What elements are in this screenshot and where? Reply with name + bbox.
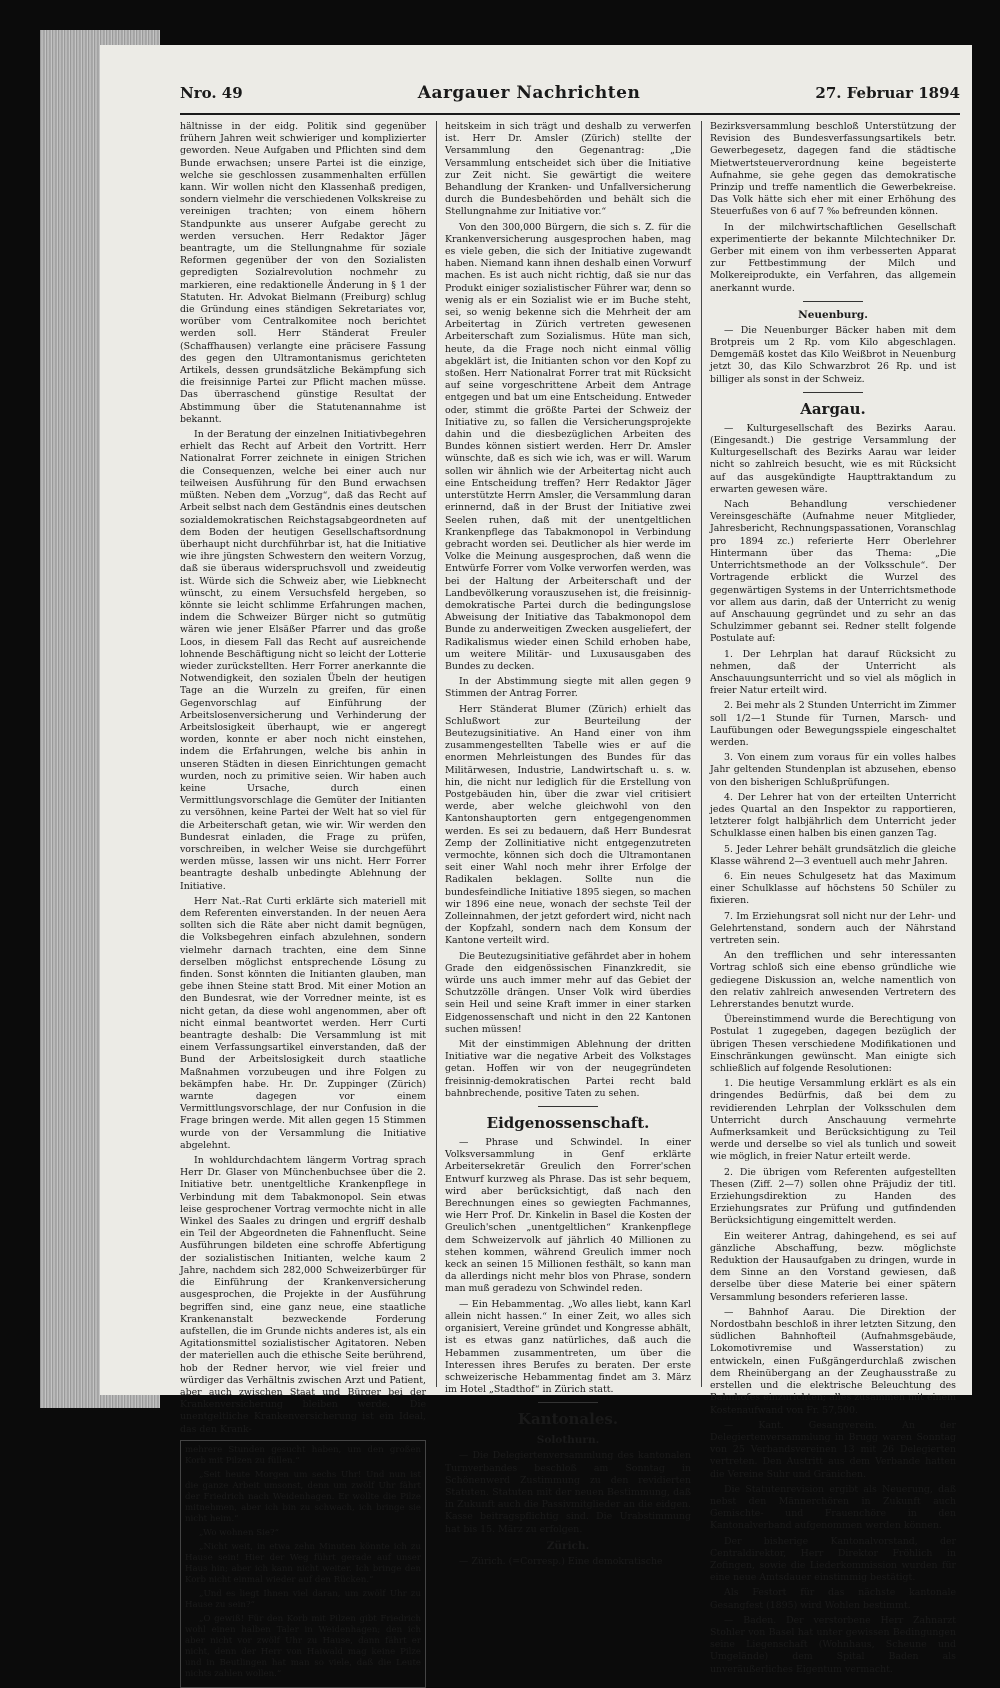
issue-date: 27. Februar 1894 xyxy=(815,84,960,102)
paragraph: — Die Neuenburger Bäcker haben mit dem Brotpreis um 2 Rp. vom Kilo abgeschlagen. Demgemäß kostet das Kilo Weißbrot in Neuenburg jetzt 30, das Kilo Schwarzbrot 26 Rp. und ist billiger als sonst in der Schweiz. xyxy=(710,324,956,385)
paragraph: — Phrase und Schwindel. In einer Volksversammlung in Genf erklärte Arbeitersekretär Greulich den Forrer'schen Entwurf kurzweg als Phrase. Das ist sehr bequem, wird aber berücksichtigt, daß nach den Berechnungen eines so gewiegten Fachmannes, wie Herr Prof. Dr. Kinkelin in Basel die Kosten der Greulich'schen „unentgeltlichen“ Krankenpflege dem Schweizervolk auf jährlich 40 Millionen zu stehen kommen, während Greulich immer noch keck an seinen 15 Millionen festhält, so kann man da allerdings nicht mehr blos von Phrase, sondern man muß geradezu von Schwindel reden. xyxy=(445,1137,691,1295)
subsection-solothurn: Solothurn. xyxy=(536,1434,600,1447)
feuilleton-paragraph: mehrere Stunden gesucht haben, um den großen Korb mit Pilzen zu füllen.“ xyxy=(185,1444,421,1466)
paragraph: An den trefflichen und sehr interessanten Vortrag schloß sich eine ebenso gründliche wie gediegene Diskussion an, welche namentlich von den relativ zahlreich anwesenden Vertretern des Lehrerstandes benutzt wurde. xyxy=(710,950,956,1010)
feuilleton-paragraph: „Nicht weit, in etwa zehn Minuten könnte ich zu Hause sein! Hier der Weg führt gerade auf unser Haus hin; aber ich kann nicht weiter. Ich bringe den Korb nicht einmal wieder auf den Rücken.“ xyxy=(185,1541,421,1585)
section-title-kantonales: Kantonales. xyxy=(517,1410,619,1429)
newspaper-page xyxy=(100,45,972,1679)
paragraph: Nach Behandlung verschiedener Vereinsgeschäfte (Aufnahme neuer Mitglieder, Jahresbericht, Rechnungspassationen, Voranschlag pro 1894 zc.) referierte Herr Oberlehrer Hintermann über das Thema: „Die Unterrichtsmethode an der Volksschule“. Der Vortragende erblickt die Wurzel des gegenwärtigen Systems in der Unterrichtsmethode vor allem aus darin, daß der Unterricht zu wenig auf Anschauung gegründet und zu sehr an das Schulzimmer gebannt sei. Redner stellt folgende Postulate auf: xyxy=(710,499,956,645)
paragraph: In der milchwirtschaftlichen Gesellschaft experimentierte der bekannte Milchtechniker Dr. Gerber mit einem von ihm verbesserten Apparat zur Fettbestimmung der Milch und Molkereiprodukte, ein Verfahren, das allgemein anerkannt wurde. xyxy=(710,221,956,294)
paragraph: 5. Jeder Lehrer behält grundsätzlich die gleiche Klasse während 2—3 eventuell auch mehr Jahren. xyxy=(710,843,956,867)
paragraph: Herr Nat.-Rat Curti erklärte sich materiell mit dem Referenten einverstanden. In der neuen Aera sollten sich die Räte aber nicht damit begnügen, die Volksbegehren einfach abzulehnen, sondern vielmehr darnach trachten, eine dem Sinne derselben möglichst entsprechende Lösung zu finden. Sonst könnten die Initianten glauben, man gebe ihnen Steine statt Brod. Mit einer Motion an den Bundesrat, wie der Vorredner meinte, ist es nicht getan, da diese wohl angenommen, aber oft nicht einmal beantwortet werden. Herr Curti beantragte deshalb: Die Versammlung ist mit einem Verfassungsartikel einverstanden, daß der Bund der Arbeitslosigkeit durch staatliche Maßnahmen vorzubeugen und ihre Folgen zu bekämpfen habe. Hr. Dr. Zuppinger (Zürich) warnte dagegen vor einem Vermittlungsvorschlage, der nur Confusion in die Frage bringen werde. Mit allen gegen 15 Stimmen wurde von der Versammlung die Initiative abgelehnt. xyxy=(180,895,426,1151)
header-rule xyxy=(180,113,960,115)
paragraph: 1. Die heutige Versammlung erklärt es als ein dringendes Bedürfnis, daß bei dem zu revidierenden Lehrplan der Volksschulen dem Unterricht durch Anschauung vermehrte Aufmerksamkeit und Berücksichtigung zu Teil werde und derselbe so viel als tunlich und soweit wie möglich, in freier Natur erteilt werde. xyxy=(710,1078,956,1163)
paragraph: 1. Der Lehrplan hat darauf Rücksicht zu nehmen, daß der Unterricht als Anschauungsunterricht und so viel als möglich in freier Natur erteilt wird. xyxy=(710,648,956,697)
column-divider xyxy=(701,121,702,1387)
subsection-zuerich: Zürich. xyxy=(546,1539,590,1552)
masthead: Aargauer Nachrichten xyxy=(417,83,641,103)
section-divider xyxy=(803,301,863,302)
paragraph: 6. Ein neues Schulgesetz hat das Maximum einer Schulklasse auf höchstens 50 Schüler zu fixieren. xyxy=(710,870,956,907)
paragraph: — Kant. Gesangverein. An der Delegiertenversammlung in Brugg waren Sonntag von 25 Verbandsvereinen 13 mit 26 Delegierten vertreten. Den Austritt aus dem Verbande hatten die Vereine Suhr und Gränichen. xyxy=(710,1419,956,1480)
paragraph: In der Abstimmung siegte mit allen gegen 9 Stimmen der Antrag Forrer. xyxy=(445,676,691,700)
paragraph: Mit der einstimmigen Ablehnung der dritten Initiative war die negative Arbeit des Volkstages getan. Hoffen wir von der neugegründeten freisinnig-demokratischen Partei recht bald bahnbrechende, positive Taten zu sehen. xyxy=(445,1039,691,1099)
paragraph: In der Beratung der einzelnen Initiativbegehren erhielt das Recht auf Arbeit den Vortritt. Herr Nationalrat Forrer zeichnete in einigen Strichen die Consequenzen, welche bei einer auch nur teilweisen Ausführung für den Bund erwachsen müßten. Neben dem „Vorzug“, daß das Recht auf Arbeit selbst nach dem Geständnis eines deutschen sozialdemokratischen Reichstagsabgeordneten auf dem Boden der heutigen Gesellschaftsordnung überhaupt nicht durchführbar ist, hat die Initiative wie ihre jüngsten Schwestern den weitern Vorzug, daß sie überaus widerspruchsvoll und zweideutig ist. Würde sich die Schweiz aber, wie Liebknecht wünscht, zu einem Versuchsfeld hergeben, so könnte sie leicht schlimme Erfahrungen machen, indem die Schweizer Bürger nicht so gutmütig wären wie jener Elsäßer Pfarrer und das große Loos, in diesem Fall das Recht auf ausreichende lohnende Beschäftigung nicht so leicht der Lotterie wieder zurückstellten. Herr Forrer anerkannte die Notwendigkeit, den sozialen Übeln der heutigen Tage an die Wurzeln zu greifen, für einen Gegenvorschlag auf Einführung der Arbeitslosenversicherung und Verhinderung der Arbeitslosigkeit überhaupt, wie er angeregt worden, konnte er aber noch nicht einstehen, indem die Erfahrungen, welche bis anhin in unseren Städten in diesen Einrichtungen gemacht wurden, noch zu primitive seien. Wir haben auch keine Ursache, durch einen Vermittlungsvorschlage die Gemüter der Initianten zu versöhnen, keine Partei der Welt hat so viel für die Arbeiterschaft getan, wie wir. Wir werden den Bundesrat einladen, die Frage zu prüfen, vorschreiben, in welcher Weise sie durchgeführt werden müsse, lassen wir uns nicht. Herr Forrer beantragte deshalb unbedingte Ablehnung der Initiative. xyxy=(180,429,426,892)
paragraph: hältnisse in der eidg. Politik sind gegenüber frühern Jahren weit schwieriger und komplizierter geworden. Neue Aufgaben und Pflichten sind dem Bunde erwachsen; unsere Partei ist die einzige, welche sie geschlossen zusammenhalten erfüllen kann. Wir wollen nicht den Klassenhaß predigen, sondern vielmehr die verschiedenen Volkskreise zu vereinigen trachten; von einem höhern Standpunkte aus unserer Aufgabe gerecht zu werden versuchen. Herr Redaktor Jäger beantragte, um die Stellungnahme für soziale Reformen gegenüber der von den Sozialisten gepredigten Sozialrevolution nochmehr zu markieren, eine redaktionelle Änderung in § 1 der Statuten. Hr. Advokat Bielmann (Freiburg) schlug die Gründung eines ständigen Sekretariates vor, worüber vom Centralkomitee noch berichtet werden soll. Herr Ständerat Freuler (Schaffhausen) verlangte eine präcisere Fassung des gegen den Ultramontanismus gerichteten Artikels, dessen grundsätzliche Bekämpfung sich die freisinnige Partei zur Pflicht machen müsse. Das überraschend günstige Resultat der Abstimmung über die Statutenannahme ist bekannt. xyxy=(180,121,426,425)
section-divider xyxy=(803,392,863,393)
paragraph: Herr Ständerat Blumer (Zürich) erhielt das Schlußwort zur Beurteilung der Beutezugsinitiative. An Hand einer von ihm zusammengestellten Tabelle wies er auf die enormen Mehrleistungen des Bundes für das Militärwesen, Industrie, Landwirtschaft u. s. w. hin, die nicht nur lediglich für die Erstellung von Postgebäuden hin, über die zwar viel critisiert werde, aber welche gleichwohl von den Kantonshauptorten gern entgegengenommen werden. Es sei zu bedauern, daß Herr Bundesrat Zemp der Zollinitiative nicht entgegenzutreten vermochte, können sich doch die Ultramontanen seit einer Wahl noch mehr ihrer Erfolge der Radikalen beklagen. Sollte nun die bundesfeindliche Initiative 1895 siegen, so machen wir 1896 eine neue, wonach der sechste Teil der Zolleinnahmen, der jetzt gefordert wird, nicht nach der Kopfzahl, sondern nach dem Konsum der Kantone verteilt wird. xyxy=(445,703,691,947)
paragraph: 4. Der Lehrer hat von der erteilten Unterricht jedes Quartal an den Inspektor zu rapportieren, letzterer folgt halbjährlich dem Unterricht jeder Schulklasse einen halben bis einen ganzen Tag. xyxy=(710,791,956,840)
paragraph: — Bahnhof Aarau. Die Direktion der Nordostbahn beschloß in ihrer letzten Sitzung, den südlichen Bahnhofteil (Aufnahmsgebäude, Lokomotivremise und Wasserstation) zu entwickeln, einen Fußgängerdurchlaß zwischen dem Rheinübergang an der Zeughausstraße zu erstellen und die elektrische Beleuchtung des Bahnhofes einzurichten; alles zusammen mit einem Kostenaufwand von Fr. 57,500. xyxy=(710,1306,956,1416)
paragraph: Als Festort für das nächste kantonale Gesangfest (1895) wird Wohlen bestimmt. xyxy=(710,1587,956,1611)
paragraph: Von den 300,000 Bürgern, die sich s. Z. für die Krankenversicherung ausgesprochen haben, mag es viele geben, die sich der Initiative zugewandt haben. Niemand kann ihnen deshalb einen Vorwurf machen. Es ist auch nicht richtig, daß sie nur das Produkt einiger sozialistischer Führer war, denn so wenig als er ein Sozialist wie er im Buche steht, sei, so wenig bekenne sich die Mehrheit der am Arbeitertag in Zürich vertreten gewesenen Arbeiterschaft zum Sozialismus. Hüte man sich, heute, da die Frage noch nicht einmal völlig abgeklärt ist, die Initianten schon vor den Kopf zu stoßen. Herr Nationalrat Forrer trat mit Rücksicht auf seine vorgeschrittene Arbeit dem Antrage entgegen und bat um eine Entscheidung. Entweder oder, stimmt die größte Partei der Schweiz der Initiative zu, so fallen die Versicherungsprojekte dahin und die diesbezüglichen Arbeiten des Bundes können sistiert werden. Herr Dr. Amsler wünschte, daß es sich wie ich, was er will. Warum sollen wir ähnlich wie der Arbeitertag nicht auch eine Entscheidung treffen? Herr Redaktor Jäger unterstützte Herrn Amsler, die Versammlung daran erinnernd, daß in der Brust der Initiative zwei Seelen ruhen, daß mit der unentgeltlichen Krankenpflege das Tabakmonopol in Verbindung gebracht worden sei. Deutlicher als hier werde im Volke die Meinung ausgesprochen, daß wenn die Entwürfe Forrer vom Volke verworfen werden, was bei der Haltung der Arbeiterschaft und der Landbevölkerung vorauszusehen ist, die freisinnig-demokratische Partei durch die bedingungslose Abweisung der Initiative das Tabakmonopol dem Bunde zu anderweitigen Zwecken ausgeliefert, der Radikalismus wieder einen Schild erhoben habe, um weitere Militär- und Luxusausgaben des Bundes zu decken. xyxy=(445,221,691,672)
paragraph: Ein weiterer Antrag, dahingehend, es sei auf gänzliche Abschaffung, bezw. möglichste Reduktion der Hausaufgaben zu dringen, wurde in dem Sinne an den Vorstand gewiesen, daß derselbe über diese Materie bei einer spätern Versammlung besonders referieren lasse. xyxy=(710,1230,956,1303)
section-title-eidgenossenschaft: Eidgenossenschaft. xyxy=(486,1114,650,1133)
section-divider xyxy=(538,1106,598,1107)
feuilleton-paragraph: „Und es liegt Ihnen viel daran, um zwölf Uhr zu Hause zu sein?“ xyxy=(185,1588,421,1610)
issue-number: Nro. 49 xyxy=(180,84,243,102)
column-2 xyxy=(445,121,691,1567)
paragraph: 7. Im Erziehungsrat soll nicht nur der Lehr- und Gelehrtenstand, sondern auch der Nährstand vertreten sein. xyxy=(710,910,956,946)
column-divider xyxy=(436,121,437,1387)
paragraph: — Kulturgesellschaft des Bezirks Aarau. (Eingesandt.) Die gestrige Versammlung der Kulturgesellschaft des Bezirks Aarau war leider nicht so zahlreich besucht, wie es mit Rücksicht auf das ausgekündigte Haupttraktandum zu erwarten gewesen wäre. xyxy=(710,422,956,495)
paragraph: 2. Bei mehr als 2 Stunden Unterricht im Zimmer soll 1/2—1 Stunde für Turnen, Marsch- und Laufübungen oder Bewegungsspiele eingeschaltet werden. xyxy=(710,700,956,748)
section-title-aargau: Aargau. xyxy=(800,399,866,418)
feuilleton xyxy=(180,1440,426,1688)
feuilleton-paragraph: „O gewiß! Für den Korb mit Pilzen gibt Friedrich wohl einen halben Taler in Weidenhagen; den ich aber nicht vor zwölf Uhr zu Hause, dann fährt er nicht, denn der Herr von Haiwald mag keine Pilze und in Beutlingen hat man so viele, daß die Leute nichts zahlen wollen.“ xyxy=(185,1613,421,1679)
column-3 xyxy=(710,121,956,1675)
paragraph: — Zürich. (=Corresp.) Eine demokratische xyxy=(459,1555,663,1567)
paragraph: In wohldurchdachtem längerm Vortrag sprach Herr Dr. Glaser von Münchenbuchsee über die 2. Initiative betr. unentgeltliche Krankenpflege in Verbindung mit dem Tabakmonopol. Sein etwas leise gesprochener Vortrag vermochte nicht in alle Winkel des Saales zu dringen und ergriff deshalb ein Teil der Abgeordneten die Fahnenflucht. Seine Ausführungen bildeten eine schroffe Abfertigung der sozialistischen Initianten, welche kaum 2 Jahre, nachdem sich 282,000 Schweizerbürger für die Einführung der Krankenversicherung ausgesprochen, die Projekte in der Ausführung begriffen sind, eine ganz neue, eine staatliche Krankenanstalt bezweckende Forderung aufstellen, die im Grunde nichts anderes ist, als ein Agitationsmittel sozialistischer Agitatoren. Neben der materiellen auch die ethische Seite berührend, hob der Redner hervor, wie viel freier und würdiger das Verhältnis zwischen Arzt und Patient, aber auch zwischen Staat und Bürger bei der Krankenversicherung bleiben werde. Die unentgeltliche Krankenversicherung ist ein Ideal, das den Krank- xyxy=(180,1155,426,1435)
section-divider xyxy=(538,1402,598,1403)
paragraph: Die Beutezugsinitiative gefährdet aber in hohem Grade den eidgenössischen Finanzkredit, sie würde uns auch immer mehr auf das Gebiet der Schutzzölle drängen. Unser Volk wird überdies sein Heil und seine Kraft immer in einer starken Eidgenossenschaft und nicht in den 22 Kantonen suchen müssen! xyxy=(445,950,691,1035)
paragraph: — Baden. Der verstorbene Herr Zahnarzt Stohler von Basel hat unter gewissen Bedingungen seine Liegenschaft (Wohnhaus, Scheune und Umgelände) dem Spital Baden als unveräußerliches Eigentum vermacht. xyxy=(710,1614,956,1675)
column-1 xyxy=(180,121,426,1679)
paragraph: Die Statutenrevision ergibt als Neuerung, daß nebst den Männerchören in Zukunft auch Gemischte- und Frauenchöre in den Kantonalverband aufgenommen werden können. xyxy=(710,1483,956,1532)
paragraph: Übereinstimmend wurde die Berechtigung von Postulat 1 zugegeben, dagegen bezüglich der übrigen Thesen verschiedene Modifikationen und Einschränkungen gewünscht. Man einigte sich schließlich auf folgende Resolutionen: xyxy=(710,1014,956,1075)
paragraph: — Die Delegiertenversammlung des kantonalen Turnverbandes beschloß am Sonntag in Schönenwerd Zustimmung zu den revidierten Statuten. Statuten mit der neuen Bestimmung, daß in Zukunft auch die Passivmitglieder an die eidgen. Kasse beitragspflichtig sind. Die Urabstimmung hat bis 15. März zu erfolgen. xyxy=(445,1450,691,1535)
feuilleton-paragraph: „Wo wohnen Sie?“ xyxy=(199,1527,279,1538)
paragraph: — Ein Hebammentag. „Wo alles liebt, kann Karl allein nicht hassen.“ In einer Zeit, wo alles sich organisiert, Vereine gründet und Kongresse abhält, ist es etwas ganz natürliches, daß auch die Hebammen zusammentreten, um über die Interessen ihres Berufes zu beraten. Der erste schweizerische Hebammentag findet am 3. März im Hotel „Stadthof“ in Zürich statt. xyxy=(445,1298,691,1396)
page-header xyxy=(180,83,960,113)
feuilleton-paragraph: „Seit heute Morgen um sechs Uhr! Und nun ist die ganze Arbeit umsonst, denn um zwölf Uhr fährt der Friedrich nach Weidenhagen. Er wollte die Pilze mitnehmen, aber ich bin zu schwach, ich bringe sie nicht heim.“ xyxy=(185,1469,421,1524)
paragraph: heitskeim in sich trägt und deshalb zu verwerfen ist. Herr Dr. Amsler (Zürich) stellte der Versammlung den Gegenantrag: „Die Versammlung entscheidet sich über die Initiative zur Zeit nicht. Sie gewärtigt die weitere Behandlung der Kranken- und Unfallversicherung durch die Bundesbehörden und behält sich die Stellungnahme zur Initiative vor.“ xyxy=(445,121,691,218)
paragraph: 2. Die übrigen vom Referenten aufgestellten Thesen (Ziff. 2—7) sollen ohne Präjudiz der titl. Erziehungsdirektion zu Handen des Erziehungsrates zur Prüfung und gutfindenden Berücksichtigung eingemittelt werden. xyxy=(710,1166,956,1227)
paragraph: Bezirksversammlung beschloß Unterstützung der Revision des Bundesverfassungsartikels betr. Gewerbegesetz, dagegen fand die städtische Mietwertsteuerverordnung keine begeisterte Aufnahme, sie gehe gegen das demokratische Prinzip und treffe namentlich die Gewerbekreise. Das Volk hätte sich eher mit einer Erhöhung des Steuerfußes von 6 auf 7 ‰ befreunden können. xyxy=(710,121,956,218)
paragraph: Der bisherige Kantonalvorstand, der Centraldirektor, Herr Direktor Fröhlich in Zofingen, sowie die Liederkommission wurden für eine neue Amtsdauer einstimmig bestätigt. xyxy=(710,1535,956,1584)
subsection-neuenburg: Neuenburg. xyxy=(798,308,868,321)
paragraph: 3. Von einem zum voraus für ein volles halbes Jahr geltenden Stundenplan ist abzusehen, ebenso von den bisherigen Schlußprüfungen. xyxy=(710,752,956,788)
